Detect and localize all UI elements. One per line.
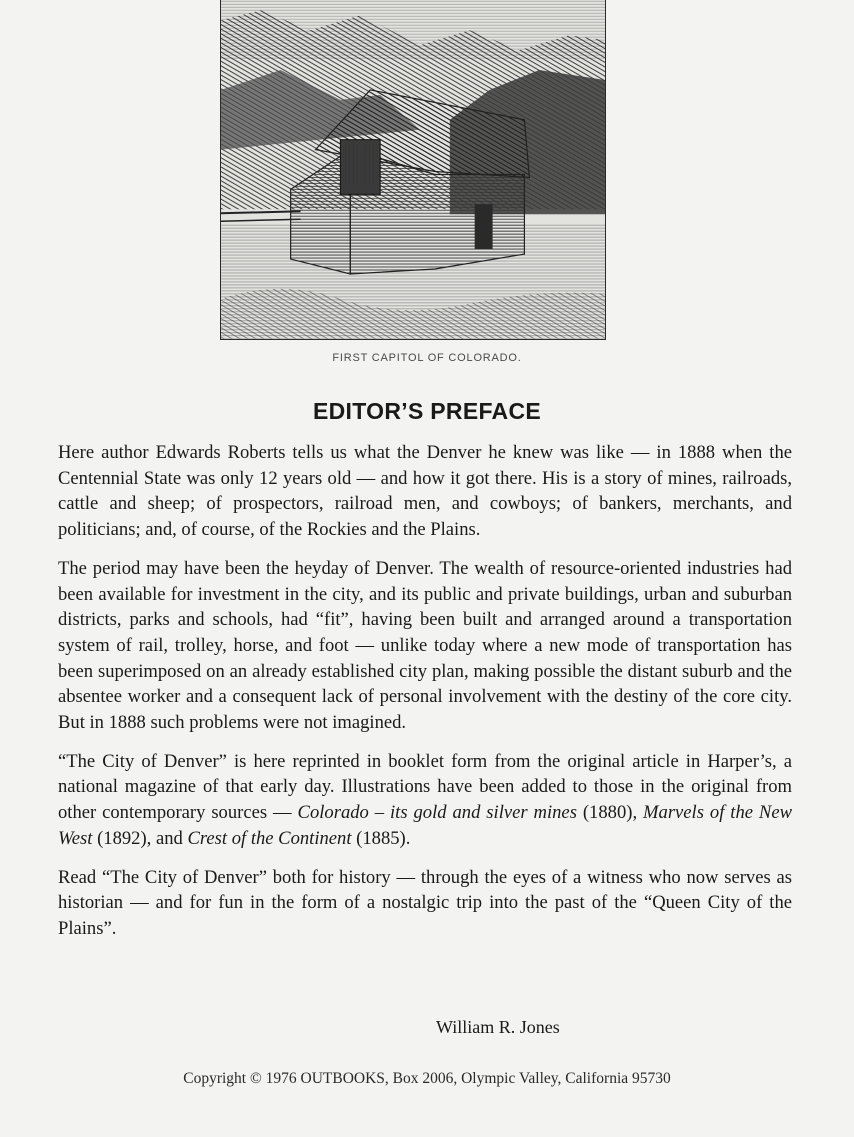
paragraph-4: Read “The City of Denver” both for history — through the eyes of a witness who now serves as historian — and for fun in the form of a nostalgic trip into the past of the “Queen City of the Plains”. [58,866,792,939]
paragraph-3-part-c: (1892), and [92,827,188,849]
editor-signature: William R. Jones [436,1017,560,1037]
paragraph-3-part-d: (1885). [351,827,411,849]
capitol-engraving [220,0,606,340]
copyright-notice: Copyright © 1976 OUTBOOKS, Box 2006, Olympic Valley, California 95730 [183,1070,671,1087]
book-title-crest: Crest of the Continent [187,827,352,849]
book-title-marvels: Marvels of the New West [58,802,792,849]
engraving-art [221,0,605,339]
figure-caption: FIRST CAPITOL OF COLORADO. [332,352,522,364]
paragraph-2: The period may have been the heyday of Denver. The wealth of resource-oriented industries had been available for investment in the city, and its public and private buildings, urban and suburban districts, parks and schools, had “fit”, having been built and arranged around a transportation system of rail, trolley, horse, and foot — unlike today where a new mode of transportation has been superimposed on an already established city plan, making possible the distant suburb and the absentee worker and a consequent lack of personal involvement with the destiny of the core city. But in 1888 such problems were not imagined. [58,557,792,734]
preface-title: EDITOR’S PREFACE [312,398,542,424]
paragraph-1: Here author Edwards Roberts tells us what the Denver he knew was like — in 1888 when the Centennial State was only 12 years old — and how it got there. His is a story of mines, railroads, cattle and sheep; of prospectors, railroad men, and cowboys; of bankers, merchants, and politicians; and, of course, of the Rockies and the Plains. [58,442,792,541]
book-title-colorado: Colorado – its gold and silver mines [297,802,577,824]
preface-body [58,440,792,955]
paragraph-3-part-b: (1880), [576,802,644,824]
paragraph-3 [58,749,792,852]
paragraph-3-part-a: “The City of Denver” is here reprinted in booklet form from the original article in Harper’s, a national magazine of that early day. Illustrations have been added to those in the original from other contemporary sources — [58,750,792,824]
